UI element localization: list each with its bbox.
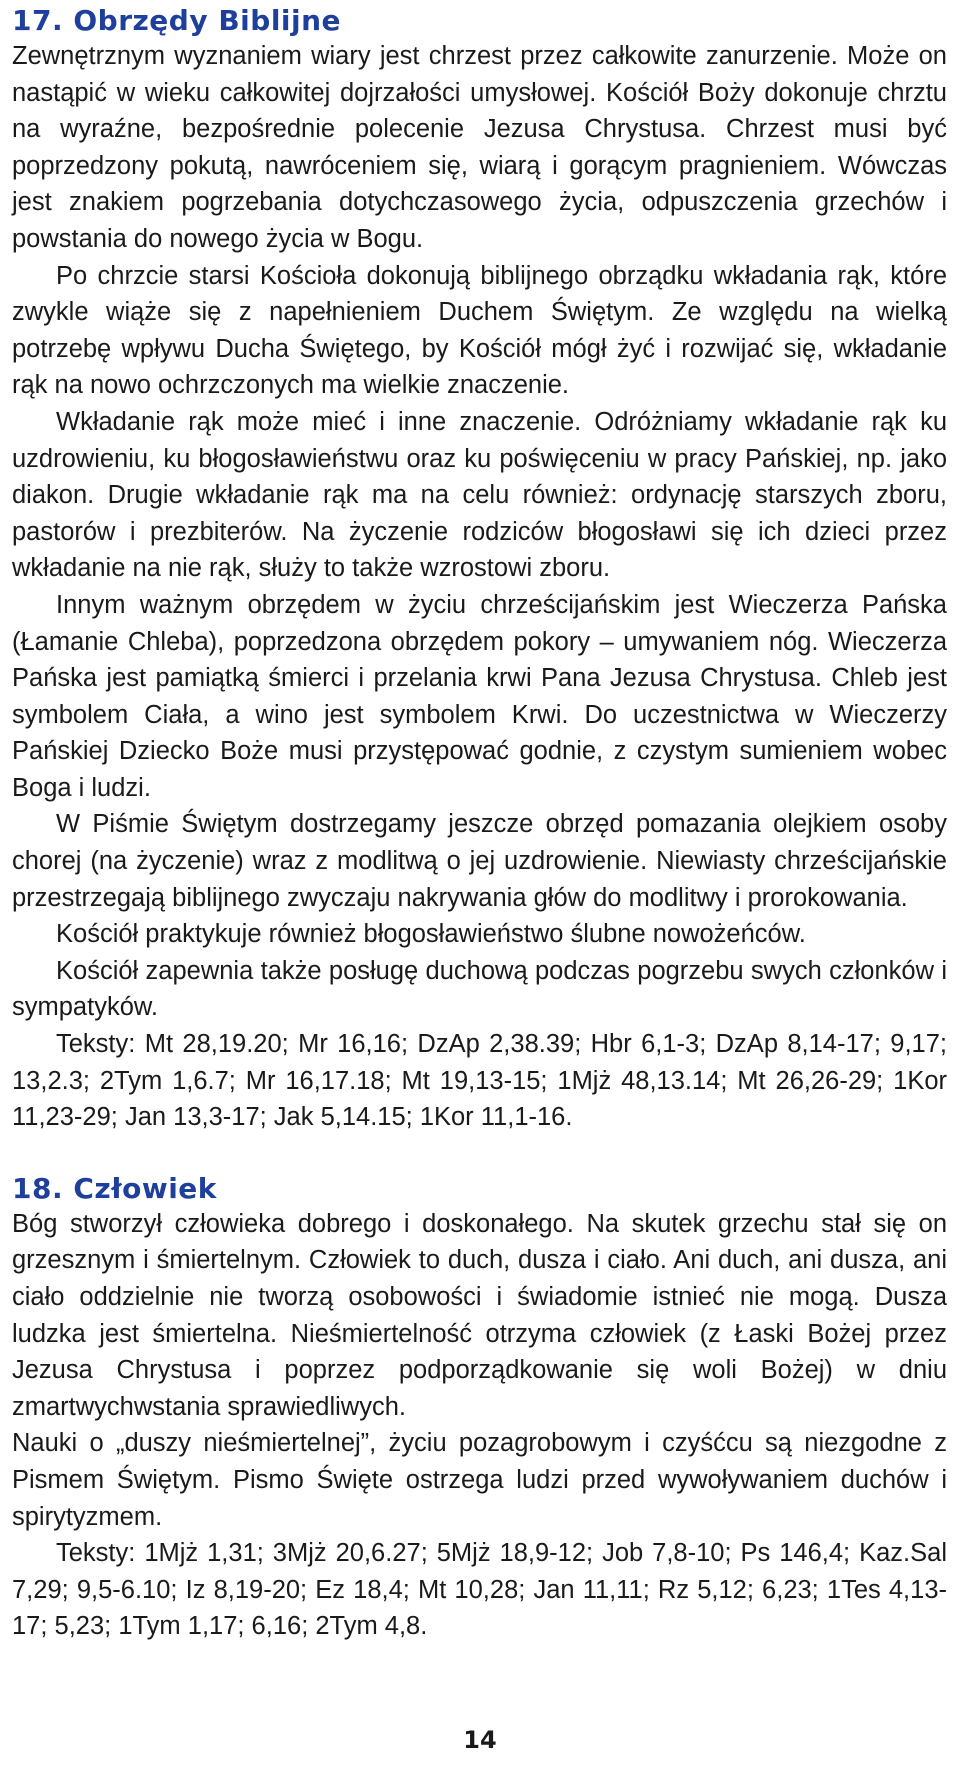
- section-18-heading: 18. Człowiek: [12, 1171, 217, 1205]
- section-17-paragraph-4: Innym ważnym obrzędem w życiu chrześcijańskim jest Wieczerza Pańska (Łamanie Chleba), poprzedzona obrzędem pokory – umywaniem nóg. Wieczerza Pańska jest pamiątką śmierci i przelania krwi Pana Jezusa Chrystusa. Chleb jest symbolem Ciała, a wino jest symbolem Krwi. Do uczestnictwa w Wieczerzy Pańskiej Dziecko Boże musi przystępować godnie, z czystym sumieniem wobec Boga i ludzi.: [12, 590, 947, 802]
- section-17-paragraph-2: Po chrzcie starsi Kościoła dokonują biblijnego obrządku wkładania rąk, które zwykle wiąże się z napełnieniem Duchem Świętym. Ze względu na wielką potrzebę wpływu Ducha Świętego, by Kościół mógł żyć i rozwijać się, wkładanie rąk na nowo ochrzczonych ma wielkie znaczenie.: [12, 261, 947, 400]
- section-18-paragraph-2: Nauki o „duszy nieśmiertelnej”, życiu pozagrobowym i czyśćcu są niezgodne z Pismem Świętym. Pismo Święte ostrzega ludzi przed wywoływaniem duchów i spirytyzmem.: [12, 1429, 947, 1531]
- section-17-paragraph-7: Kościół zapewnia także posługę duchową podczas pogrzebu swych członków i sympatyków.: [12, 956, 947, 1022]
- section-18-paragraph-1: Bóg stworzył człowieka dobrego i doskonałego. Na skutek grzechu stał się on grzesznym i śmiertelnym. Człowiek to duch, dusza i ciało. Ani duch, ani dusza, ani ciało oddzielnie nie tworzą osobowości i świadomie istnieć nie mogą. Dusza ludzka jest śmiertelna. Nieśmiertelność otrzyma człowiek (z Łaski Bożej przez Jezusa Chrystusa i poprzez podporządkowanie się woli Bożej) w dniu zmartwychwstania sprawiedliwych.: [12, 1209, 947, 1421]
- section-17-heading: 17. Obrzędy Biblijne: [12, 4, 342, 37]
- section-17-paragraph-3: Wkładanie rąk może mieć i inne znaczenie. Odróżniamy wkładanie rąk ku uzdrowieniu, ku błogosławieństwu oraz ku poświęceniu w pracy Pańskiej, np. jako diakon. Drugie wkładanie rąk ma na celu również: ordynację starszych zboru, pastorów i prezbiterów. Na życzenie rodziców błogosławi się ich dzieci przez wkładanie na nie rąk, służy to także wzrostowi zboru.: [12, 407, 947, 583]
- document-page: [12, 0, 947, 1645]
- section-17-paragraph-1: Zewnętrznym wyznaniem wiary jest chrzest przez całkowite zanurzenie. Może on nastąpić w wieku całkowitej dojrzałości umysłowej. Kościół Boży dokonuje chrztu na wyraźne, bezpośrednie polecenie Jezusa Chrystusa. Chrzest musi być poprzedzony pokutą, nawróceniem się, wiarą i gorącym pragnieniem. Wówczas jest znakiem pogrzebania dotychczasowego życia, odpuszczenia grzechów i powstania do nowego życia w Bogu.: [12, 42, 947, 253]
- section-17-paragraph-6: Kościół praktykuje również błogosławieństwo ślubne nowożeńców.: [56, 920, 806, 949]
- page-number: 14: [463, 1726, 497, 1754]
- section-17-paragraph-5: W Piśmie Świętym dostrzegamy jeszcze obrzęd pomazania olejkiem osoby chorej (na życzenie) wraz z modlitwą o jej uzdrowienie. Niewiasty chrześcijańskie przestrzegają biblijnego zwyczaju nakrywania głów do modlitwy i prorokowania.: [12, 810, 947, 912]
- section-18-references: Teksty: 1Mjż 1,31; 3Mjż 20,6.27; 5Mjż 18,9-12; Job 7,8-10; Ps 146,4; Kaz.Sal 7,29; 9,5-6.10; Iz 8,19-20; Ez 18,4; Mt 10,28; Jan 11,11; Rz 5,12; 6,23; 1Tes 4,13-17; 5,23; 1Tym 1,17; 6,16; 2Tym 4,8.: [12, 1539, 947, 1641]
- section-17-references: Teksty: Mt 28,19.20; Mr 16,16; DzAp 2,38.39; Hbr 6,1-3; DzAp 8,14-17; 9,17; 13,2.3; 2Tym 1,6.7; Mr 16,17.18; Mt 19,13-15; 1Mjż 48,13.14; Mt 26,26-29; 1Kor 11,23-29; Jan 13,3-17; Jak 5,14.15; 1Kor 11,1-16.: [12, 1030, 947, 1132]
